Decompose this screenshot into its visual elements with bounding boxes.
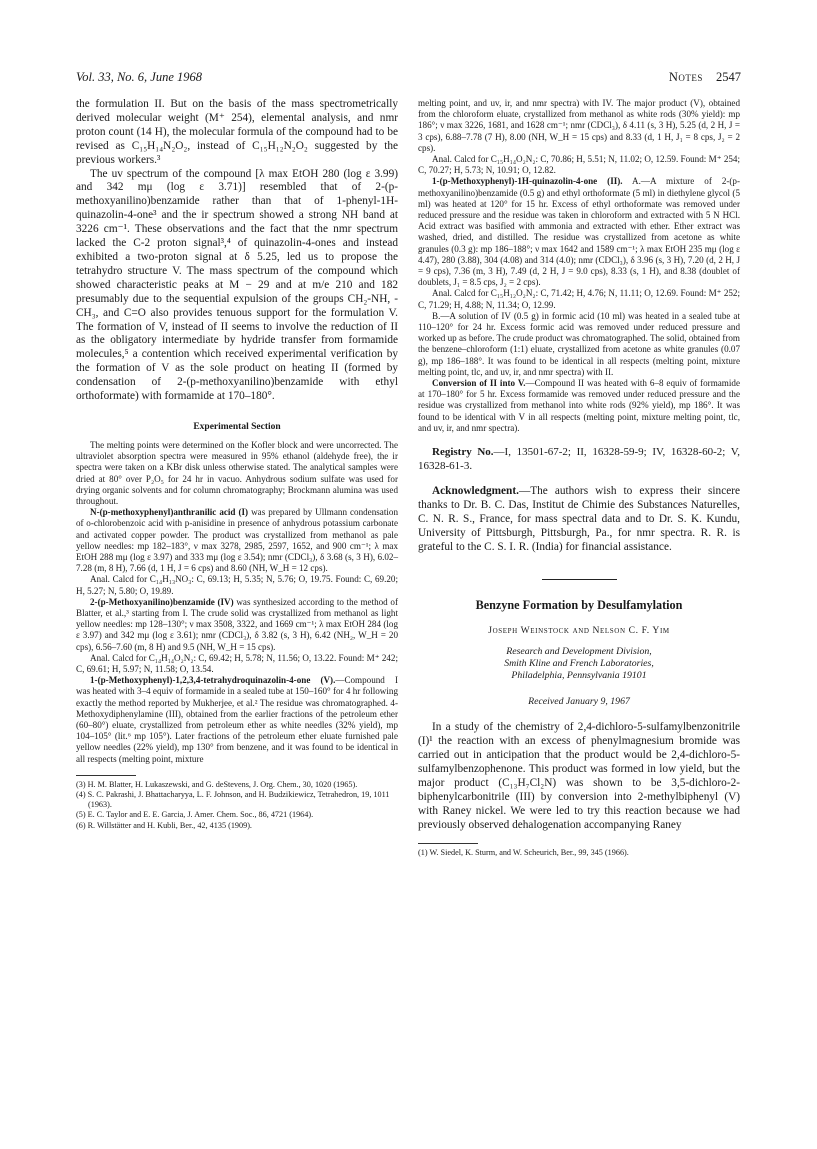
- analysis-tetrahydro: Anal. Calcd for C₁₅H₁₄O₂N₂: C, 70.86; H, 5.51; N, 11.02; O, 12.59. Found: M⁺ 254; C, 70.27; H, 5.73; N, 10.91; O, 12.82.: [418, 154, 740, 176]
- experimental-paragraph: The melting points were determined on the Kofler block and were uncorrected. The ultraviolet absorption spectra were measured in 95% ethanol (aldehyde free), the ir spectra were taken on a KBr disk unless otherwise stated. The analytical samples were dried at 80° over P₂O₅ for 24 hr in vacuo. Anhydrous sodium sulfate was used for drying organic solvents and for column chromatography; Brockmann alumina was used throughout.: [76, 439, 398, 506]
- analysis-quinazolinone: Anal. Calcd for C₁₅H₁₂O₂N₂: C, 71.42; H, 4.76; N, 11.11; O, 12.69. Found: M⁺ 252; C, 71.29; H, 4.88; N, 11.34; O, 12.99.: [418, 288, 740, 310]
- analysis-benzamide: Anal. Calcd for C₁₄H₁₄O₂N₂: C, 69.42; H, 5.78; N, 11.56; O, 13.22. Found: M⁺ 242; C, 69.61; H, 5.97; N, 11.58; O, 13.54.: [76, 652, 398, 674]
- affiliation-line: Smith Kline and French Laboratories,: [504, 658, 654, 670]
- registry-numbers: [418, 446, 740, 473]
- procedure-tetrahydro: [76, 675, 398, 765]
- procedure-benzamide-title: 2-(p-Methoxyanilino)benzamide (IV): [90, 596, 234, 607]
- intro-paragraph: the formulation II. But on the basis of the mass spectrometrically derived molecular weight (M⁺ 254), elemental analysis, and nmr proton count (14 H), the molecular formula of the compound had to be revised as C₁₅H₁₄N₂O₂, instead of C₁₅H₁₂N₂O₂ suggested by the previous workers.³: [76, 98, 398, 166]
- received-date: Received January 9, 1967: [528, 696, 630, 708]
- article-divider: [542, 579, 617, 580]
- procedure-acid: [76, 507, 398, 574]
- procedure-tetrahydro-text: —Compound I was heated with 3–4 equiv of formamide in a sealed tube at 150–160° for 4 hr following exactly the method reported by Mukherjee, et al.² The residue was chromatographed. 4-Methoxydiphenylamine (III), obtained from the earlier fractions of the petroleum ether (60–80°) eluate, crystallized from petroleum ether as white needles (32% yield), mp 104–105° (lit.⁶ mp 105°). Later fractions of the petroleum ether eluate furnished pale yellow needles (22% yield), mp 130° from benzene, and it was found to be identical in all respects (melting point, mixture: [76, 675, 398, 764]
- analysis-acid: Anal. Calcd for C₁₄H₁₃NO₃: C, 69.13; H, 5.35; N, 5.76; O, 19.75. Found: C, 69.20; H, 5.27; N, 5.80; O, 19.89.: [76, 574, 398, 596]
- uv-paragraph: The uv spectrum of the compound [λ max EtOH 280 (log ε 3.99) and 342 mμ (log ε 3.71)] resembled that of 2-(p-methoxyanilino)benzamide rather than that of 1-phenyl-1H-quinazolin-4-one³ and the ir spectrum showed a strong NH band at 3226 cm⁻¹. These observations and the fact that the nmr spectrum lacked the C-2 proton signal³,⁴ of quinazolin-4-ones and instead exhibited a two-proton signal at δ 5.25, led us to propose the tetrahydro structure V. The mass spectrum of the compound which showed characteristic peaks at M − 29 and at m/e 210 and 182 presumably due to the sequential expulsion of the groups CH₂-NH, -CH₃, and C=O also provides tenuous support for the formulation V. The formation of V, instead of II seems to involve the reduction of II as the obligatory intermediate by hydride transfer from formamide molecules,⁵ a contention which received experimental verification by the formation of V as the sole product on heating II (formed by condensation of 2-(p-methoxyanilino)benzamide with ethyl orthoformate) with formamide at 170–180°.: [76, 167, 398, 403]
- footnote: (3) H. M. Blatter, H. Lukaszewski, and G. deStevens, J. Org. Chem., 30, 1020 (1965).: [76, 779, 358, 789]
- procedure-conversion-text: —Compound II was heated with 6–8 equiv of formamide at 170–180° for 5 hr. Excess formamide was removed under reduced pressure and the residue was crystallized from methanol into white rods (92% yield), mp 186°. It was found to be identical with V in all respects (melting point, mixture melting point, tlc, and uv, ir, and nmr spectra).: [418, 378, 740, 433]
- registry-label: Registry No.: [432, 446, 494, 459]
- registry-text: —I, 13501-67-2; II, 16328-59-9; IV, 16328-60-2; V, 16328-61-3.: [418, 446, 741, 472]
- procedure-b: B.—A solution of IV (0.5 g) in formic acid (10 ml) was heated in a sealed tube at 110–120° for 24 hr. Excess formic acid was removed under reduced pressure and worked up as before. The crude product was chromatographed. The solid, obtained from the benzene–chloroform (1:1) eluate, crystallized from acetone as white granules (0.07 g), mp 186–188°. It was found to be identical in all respects (melting point, mixture melting point, tlc, and uv, ir, and nmr spectra) with II.: [418, 310, 740, 377]
- article-authors: Joseph Weinstock and Nelson C. F. Yim: [488, 624, 670, 636]
- procedure-quinazolinone-title: 1-(p-Methoxyphenyl)-1H-quinazolin-4-one (II).: [432, 176, 623, 187]
- running-header: [76, 70, 741, 88]
- header-right: [669, 70, 741, 85]
- article-intro: In a study of the chemistry of 2,4-dichloro-5-sulfamylbenzonitrile (I)¹ the reaction with an excess of phenylmagnesium bromide was carried out in anticipation that the product would be 2,4-dichloro-5-sulfamylbenzophenone. This product was formed in low yield, but the major product (C₁₃H₇Cl₂N) was shown to be 3,5-dichloro-2-biphenylcarbonitrile (III) by conversion into 2-methylbiphenyl (V) with Raney nickel. We were led to try this reaction because we had previously observed dehalogenation accompanying Raney: [418, 721, 740, 831]
- acknowledgment: [418, 485, 740, 555]
- footnote: (1) W. Siedel, K. Sturm, and W. Scheurich, Ber., 99, 345 (1966).: [418, 847, 629, 857]
- footnote: (5) E. C. Taylor and E. E. Garcia, J. Amer. Chem. Soc., 86, 4721 (1964).: [76, 810, 314, 820]
- procedure-benzamide: [76, 597, 398, 653]
- affiliation-line: Philadelphia, Pennsylvania 19101: [511, 670, 647, 682]
- journal-volume: Vol. 33, No. 6, June 1968: [76, 70, 203, 84]
- footnote-rule: [76, 775, 136, 776]
- procedure-benzamide-text: was synthesized according to the method of Blatter, et al.,³ starting from I. The crude solid was crystallized from methanol as light yellow needles: mp 128–130°; ν max 3508, 3322, and 1669 cm⁻¹; λ max EtOH 284 (log ε 3.97) and 342 mμ (log ε 3.61); nmr (CDCl₃), δ 3.82 (s, 3 H), 6.42 (NH₂, W_H = 20 cps), 6.56–7.60 (m, 8 H) and 9.5 (NH, W_H = 15 cps).: [76, 596, 399, 652]
- footnotes-left: [76, 780, 398, 831]
- continued-paragraph: melting point, and uv, ir, and nmr spectra) with IV. The major product (V), obtained from the chloroform eluate, crystallized from methanol as white rods (30% yield): mp 186°; ν max 3226, 1681, and 1628 cm⁻¹; nmr (CDCl₃), δ 4.11 (s, 3 H), 5.25 (d, 2 H, J = 3 cps), 6.88–7.78 (7 H), 8.00 (NH, W_H = 15 cps) and 8.33 (d, 1 H, J₁ = 8 cps, J₂ = 2 cps).: [418, 98, 740, 153]
- article-title: Benzyne Formation by Desulfamylation: [475, 597, 683, 612]
- acknowledgment-label: Acknowledgment.: [432, 485, 519, 498]
- affiliation: [418, 646, 740, 683]
- footnote-rule: [418, 843, 478, 844]
- page-number: 2547: [716, 70, 741, 84]
- procedure-tetrahydro-title: 1-(p-Methoxyphenyl)-1,2,3,4-tetrahydroquinazolin-4-one (V).: [90, 675, 336, 686]
- section-name: Notes: [668, 70, 703, 84]
- right-column: [418, 98, 740, 858]
- acknowledgment-text: —The authors wish to express their sincere thanks to Dr. B. C. Das, Institut de Chimie des Substances Naturelles, C. N. R. S., France, for mass spectral data and to Dr. S. K. Kundu, University of Pittsburgh, Pittsburgh, Pa., for nmr spectra. R. R. is grateful to the C. S. I. R. (India) for financial assistance.: [418, 485, 740, 553]
- procedure-quinazolinone-text: A.—A mixture of 2-(p-methoxyanilino)benzamide (0.5 g) and ethyl orthoformate (5 ml) in diethylene glycol (5 ml) was heated at 120° for 15 hr. Excess of ethyl orthoformate was removed under reduced pressure and the residue was taken in chloroform and extracted with 5 N HCl. Acid extract was basified with ammonia and extracted with ether. Ether extract was washed, dried, and distilled. The residue was crystallized from acetone as white granules (0.3 g): mp 186–188°; ν max 1642 and 1589 cm⁻¹; λ max EtOH 235 mμ (log ε 4.47), 280 (3.88), 304 (4.08) and 314 (4.0); nmr (CDCl₃), δ 3.96 (s, 3 H), 7.20 (d, 2 H, J = 9 cps), 7.36 (m, 3 H), 7.49 (d, 2 H, J = 9.0 cps), 8.33 (s, 1 H), and 8.38 (doublet of doublets, J₁ = 8.5 cps, J₂ = 2 cps).: [418, 176, 740, 288]
- affiliation-line: Research and Development Division,: [506, 645, 652, 657]
- experimental-section-title: Experimental Section: [193, 421, 281, 432]
- procedure-conversion: [418, 378, 740, 434]
- procedure-acid-title: N-(p-methoxyphenyl)anthranilic acid (I): [90, 507, 249, 518]
- footnote: (6) R. Willstätter and H. Kubli, Ber., 42, 4135 (1909).: [76, 820, 252, 830]
- footnote: (4) S. C. Pakrashi, J. Bhattacharyya, L. F. Johnson, and H. Budzikiewicz, Tetrahedron, 19, 1011 (1963).: [76, 790, 390, 810]
- procedure-quinazolinone: [418, 176, 740, 288]
- procedure-acid-text: was prepared by Ullmann condensation of o-chlorobenzoic acid with p-anisidine in presence of anhydrous potassium carbonate and activated copper powder. The product was crystallized from methanol as pale yellow needles: mp 182–183°, ν max 3278, 2985, 2597, 1652, and 900 cm⁻¹; λ max EtOH 288 mμ (log ε 3.97) and 333 mμ (log ε 3.54); nmr (CDCl₃), δ 3.68 (s, 3 H), 6.02–7.28 (m, 8 H), 7.66 (d, 1 H, J = 6 cps) and 8.60 (NH, W_H = 12 cps).: [76, 507, 398, 574]
- left-column: [76, 98, 398, 831]
- procedure-conversion-title: Conversion of II into V.: [432, 378, 526, 389]
